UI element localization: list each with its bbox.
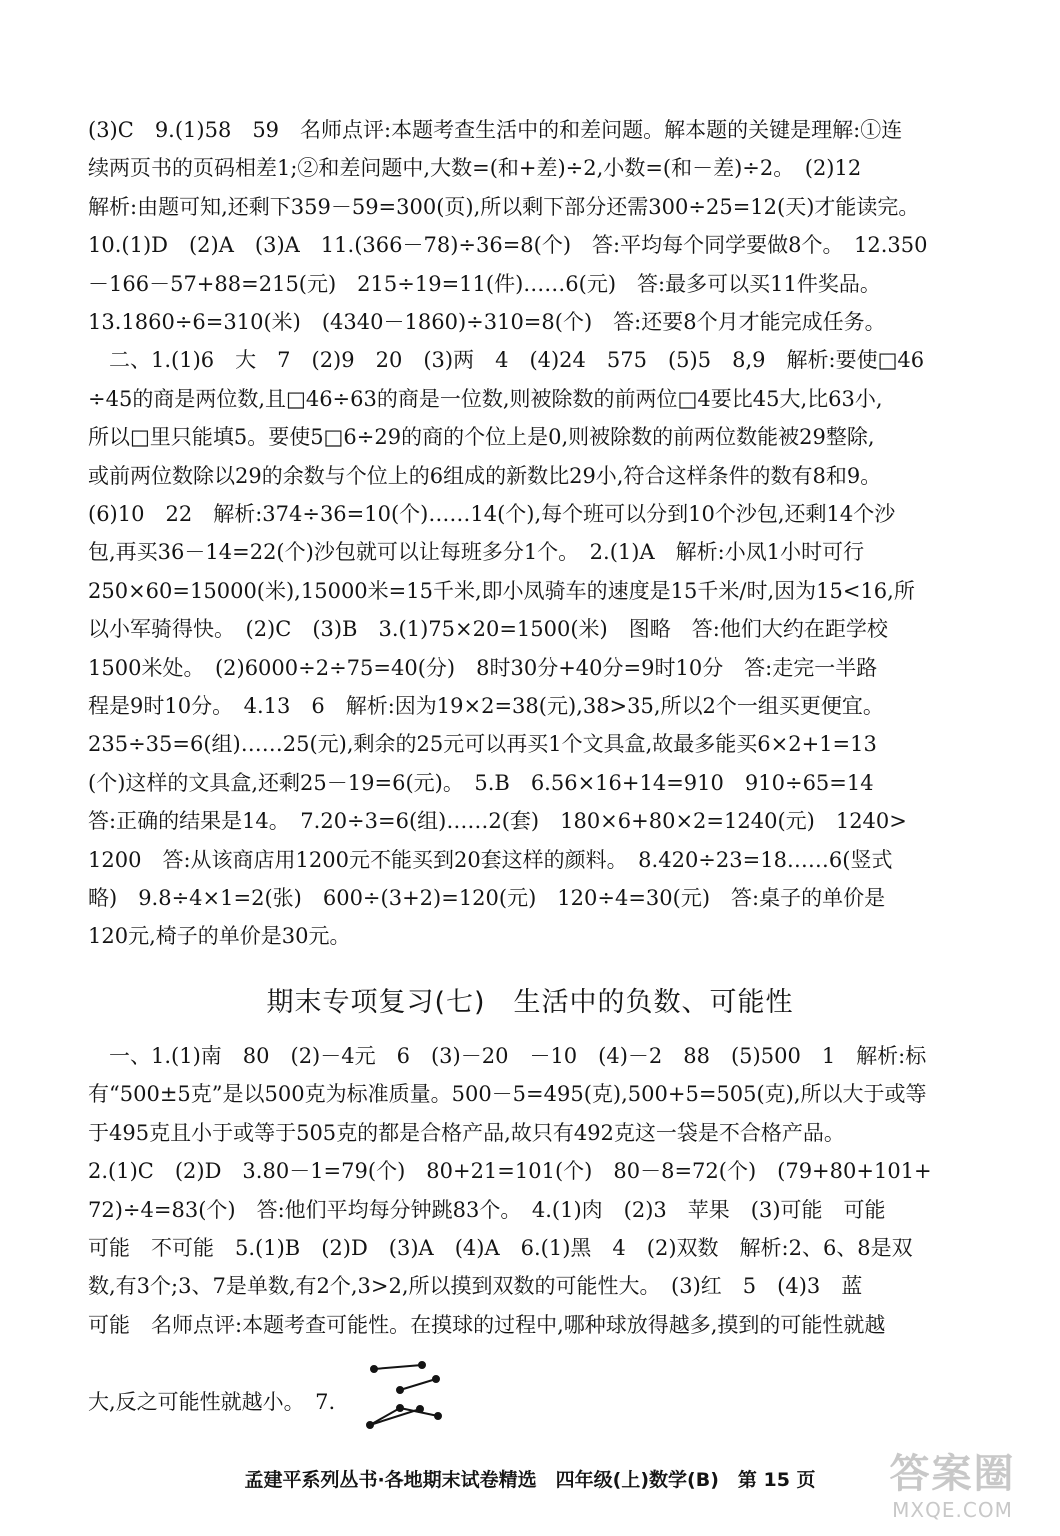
text-line: 有“500±5克”是以500克为标准质量。500－5=495(克),500+5=505(克),所以大于或等 — [88, 1082, 927, 1106]
page-footer: 孟建平系列丛书·各地期末试卷精选 四年级(上)数学(B) 第 15 页 — [244, 1469, 816, 1491]
text-line: 或前两位数除以29的余数与个位上的6组成的新数比29小,符合这样条件的数有8和9。 — [88, 464, 882, 488]
text-line: 包,再买36－14=22(个)沙包就可以让每班多分1个。 2.(1)A 解析:小凤1小时可行 — [88, 540, 865, 564]
text-line: 72)÷4=83(个) 答:他们平均每分钟跳83个。 4.(1)肉 (2)3 苹果 (3)可能 可能 — [88, 1198, 886, 1222]
text-line: 略) 9.8÷4×1=2(张) 600÷(3+2)=120(元) 120÷4=30(元) 答:桌子的单价是 — [88, 886, 886, 910]
text-line: 二、1.(1)6 大 7 (2)9 20 (3)两 4 (4)24 575 (5)5 8,9 解析:要使□46 — [88, 348, 925, 372]
text-line: 250×60=15000(米),15000米=15千米,即小凤骑车的速度是15千米/时,因为15<16,所 — [88, 579, 915, 603]
text-line: 一、1.(1)南 80 (2)－4元 6 (3)－20 －10 (4)－2 88 (5)500 1 解析:标 — [88, 1044, 927, 1068]
text-line: 以小军骑得快。 (2)C (3)B 3.(1)75×20=1500(米) 图略 答:他们大约在距学校 — [88, 617, 888, 641]
text-line: 续两页书的页码相差1;②和差问题中,大数=(和+差)÷2,小数=(和－差)÷2。 (2)12 — [88, 156, 862, 180]
text-line: ÷45的商是两位数,且□46÷63的商是一位数,则被除数的前两位□4要比45大,比63小, — [88, 387, 883, 411]
text-line: 1200 答:从该商店用1200元不能买到20套这样的颜料。 8.420÷23=18……6(竖式 — [88, 848, 893, 872]
text-line: 程是9时10分。 4.13 6 解析:因为19×2=38(元),38>35,所以2个一组买更便宜。 — [88, 694, 884, 718]
text-line: (6)10 22 解析:374÷36=10(个)……14(个),每个班可以分到10个沙包,还剩14个沙 — [88, 502, 896, 526]
text-line: (3)C 9.(1)58 59 名师点评:本题考查生活中的和差问题。解本题的关键是理解:①连 — [88, 118, 903, 142]
watermark-logo — [865, 1450, 1040, 1530]
text-line: 数,有3个;3、7是单数,有2个,3>2,所以摸到双数的可能性大。 (3)红 5 (4)3 蓝 — [88, 1274, 863, 1298]
text-line: (个)这样的文具盒,还剩25－19=6(元)。 5.B 6.56×16+14=910 910÷65=14 — [88, 771, 874, 795]
text-line: 1500米处。 (2)6000÷2÷75=40(分) 8时30分+40分=9时10分 答:走完一半路 — [88, 656, 878, 680]
text-line: 120元,椅子的单价是30元。 — [88, 924, 351, 948]
text-line: 答:正确的结果是14。 7.20÷3=6(组)……2(套) 180×6+80×2=1240(元) 1240> — [88, 809, 907, 833]
text-line: 大,反之可能性就越小。 7. — [88, 1390, 336, 1414]
watermark-url: MXQE.COM — [892, 1498, 1013, 1522]
text-line: 13.1860÷6=310(米) (4340－1860)÷310=8(个) 答:还要8个月才能完成任务。 — [88, 310, 886, 334]
text-line: 235÷35=6(组)……25(元),剩余的25元可以再买1个文具盒,故最多能买6×2+1=13 — [88, 732, 877, 756]
matching-diagram — [360, 1360, 450, 1450]
text-line: 2.(1)C (2)D 3.80－1=79(个) 80+21=101(个) 80－8=72(个) (79+80+101+ — [88, 1159, 932, 1183]
text-line: 10.(1)D (2)A (3)A 11.(366－78)÷36=8(个) 答:平均每个同学要做8个。 12.350 — [88, 233, 928, 257]
text-line: 解析:由题可知,还剩下359－59=300(页),所以剩下部分还需300÷25=12(天)才能读完。 — [88, 195, 920, 219]
text-line: －166－57+88=215(元) 215÷19=11(件)……6(元) 答:最多可以买11件奖品。 — [88, 272, 881, 296]
text-line: 可能 名师点评:本题考查可能性。在摸球的过程中,哪种球放得越多,摸到的可能性就越 — [88, 1313, 886, 1337]
text-line: 于495克且小于或等于505克的都是合格产品,故只有492克这一袋是不合格产品。 — [88, 1121, 845, 1145]
text-line: 所以□里只能填5。要使5□6÷29的商的个位上是0,则被除数的前两位数能被29整除, — [88, 425, 875, 449]
section-title: 期末专项复习(七) 生活中的负数、可能性 — [266, 987, 794, 1018]
watermark-logo-text: 答案圈 — [889, 1451, 1016, 1497]
text-line: 可能 不可能 5.(1)B (2)D (3)A (4)A 6.(1)黑 4 (2)双数 解析:2、6、8是双 — [88, 1236, 913, 1260]
